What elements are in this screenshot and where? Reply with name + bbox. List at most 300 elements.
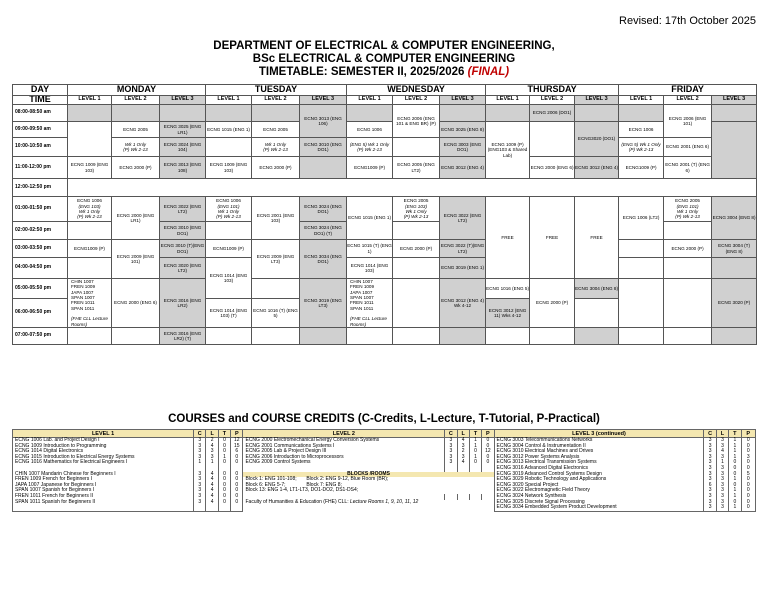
credit-value: 0 [218, 477, 230, 483]
credit-value: 0 [482, 460, 494, 466]
credit-value: 0 [741, 466, 756, 472]
class-cell: ECNG 3020 (ENG LT2) [160, 258, 206, 279]
credit-value: 0 [469, 460, 481, 466]
credit-value: 4 [716, 449, 728, 455]
course-name: ECNG 3019 Advanced Control Systems Design [494, 472, 704, 478]
time-slot: 07:00-07:50 pm [13, 328, 68, 345]
credit-value: 3 [445, 438, 457, 444]
class-cell: ECNG 3024 (ENG DO1) [300, 197, 347, 222]
course-name: ECNG 3003 Telecommunications Networks [494, 438, 704, 444]
credit-value: 3 [206, 455, 218, 461]
credit-value: 3 [194, 438, 206, 444]
credit-value: 6 [704, 483, 716, 489]
class-cell [68, 279, 112, 328]
empty-cell [68, 328, 112, 345]
credit-value: 3 [716, 500, 728, 506]
credit-value: 0 [741, 488, 756, 494]
course-name: FREN 1011 French for Beginners II [13, 494, 194, 500]
course-name: ECNG 3029 Robotic Technology and Applications [494, 477, 704, 483]
day-thursday: THURSDAY [486, 85, 619, 96]
credit-value: 3 [741, 455, 756, 461]
credit-value: 0 [231, 472, 243, 478]
title-line-3-text: TIMETABLE: SEMESTER II, 2025/2026 [258, 66, 468, 78]
class-cell: ECNG 1014 (ENG 103) [206, 258, 252, 299]
time-slot: 02:00-02:50 pm [13, 222, 68, 240]
empty-cell [712, 105, 757, 122]
credit-value: 0 [231, 488, 243, 494]
class-cell: ECNG 1014 (ENG 103) (T) [206, 299, 252, 328]
time-label: TIME [13, 96, 68, 105]
credit-value: 1 [716, 460, 728, 466]
course-code: SPAN 1007 [350, 295, 374, 301]
class-cell [206, 197, 252, 222]
credit-value: 0 [741, 460, 756, 466]
class-cell: ECNG 3019 (ENG 1) [440, 258, 486, 279]
time-slot: 11:00-12:00 pm [13, 157, 68, 179]
credit-value: 0 [741, 449, 756, 455]
class-cell: ECNG 2000 (P) [112, 157, 160, 179]
class-cell: ECNG 3022 (T)(ENG LT2) [440, 240, 486, 258]
level-header: LEVEL 2 [530, 96, 575, 105]
block-rooms: Block 13: ENG 1-4, LT1-LT3, DO1-DO2, DS1-DS4; [243, 488, 494, 494]
empty-cell [160, 105, 206, 122]
title-line-1: DEPARTMENT OF ELECTRICAL & COMPUTER ENGINEERING, [213, 40, 555, 52]
note: Wk 1 Only [676, 209, 699, 214]
course-name: ECNG 3012 Power Systems Analysis [494, 455, 704, 461]
empty-cell [712, 328, 757, 345]
class-cell [664, 197, 712, 222]
empty-cell [486, 328, 530, 345]
class-cell: ECNG 2000 (P) [530, 279, 575, 328]
title-line-2: BSc ELECTRICAL & COMPUTER ENGINEERING [252, 53, 516, 65]
empty-cell [231, 505, 243, 511]
credit-value: 4 [206, 477, 218, 483]
empty-cell [619, 240, 664, 258]
fhe-note-rooms: Lecture Rooms 1, 9, 10, 11, 12 [349, 498, 419, 505]
credit-value: 0 [729, 483, 741, 489]
level-header: LEVEL 2 [664, 96, 712, 105]
fhe-note-label: Faculty of Humanities & Education (FHE) CLL: [245, 498, 350, 505]
empty-cell [530, 122, 575, 157]
class-cell: ECNG 3004 (ENG 8) [712, 197, 757, 240]
credit-value: 0 [482, 444, 494, 450]
credit-value: 0 [231, 455, 243, 461]
class-cell: ECNG3020 (DO1) [575, 122, 619, 157]
class-cell: ECNG 2006 (DO1) [530, 105, 575, 122]
level-header: LEVEL 1 [619, 96, 664, 105]
empty-cell [619, 328, 664, 345]
class-cell: ECNG 3004 (ENG 8) [575, 279, 619, 299]
credit-value: 4 [206, 483, 218, 489]
class-cell: ECNG 3012 (ENG 11) Wks 4-12 [486, 299, 530, 328]
class-cell [347, 279, 393, 328]
free-cell: FREE [486, 197, 530, 279]
class-cell: ECNG 1016 (T) (ENG 5) [252, 299, 300, 328]
course-code: CHIN 1007 [350, 279, 373, 285]
class-cell [347, 138, 393, 157]
credit-value: 3 [704, 488, 716, 494]
credit-value: 3 [704, 444, 716, 450]
col-l: L [206, 430, 218, 438]
empty-cell [486, 105, 530, 122]
credit-value: 1 [194, 460, 206, 466]
class-cell: ECNG 2005 [112, 122, 160, 138]
time-slot: 05:00-05:50 pm [13, 279, 68, 299]
block-rooms: Block 6: ENG 5-7; Block 7: ENG 8; [243, 483, 494, 489]
credit-value: 3 [716, 444, 728, 450]
col-p: P [741, 430, 756, 438]
class-cell: ECNG 2009 (ENG 101) [112, 240, 160, 279]
note: Wk 1 Only [264, 141, 287, 147]
page-title [0, 40, 768, 79]
note: (ENG 101) [676, 203, 699, 209]
class-cell: ECNG 1009 (ENG 103) [68, 157, 112, 179]
credit-value: 3 [704, 477, 716, 483]
credit-value: 0 [482, 438, 494, 444]
credit-value: 0 [729, 472, 741, 478]
credit-value: 0 [729, 500, 741, 506]
credit-value: 1 [469, 455, 481, 461]
credit-value: 0 [741, 438, 756, 444]
class-cell: ECNG 2001 (ENG 6) [664, 138, 712, 157]
class-cell: ECNG 3016 (ENG LR2) (T) [160, 328, 206, 345]
col-l: L [716, 430, 728, 438]
level-header: LEVEL 3 [712, 96, 757, 105]
empty-cell [252, 105, 300, 122]
time-slot: 04:00-04:50 pm [13, 258, 68, 279]
course-name: ECNG 3024 Network Synthesis [494, 494, 704, 500]
class-cell: ECNG 2000 (P) [664, 240, 712, 258]
course-name: ECNG 2005 Lab & Project Design III [243, 449, 445, 455]
credit-value: 0 [741, 500, 756, 506]
col-t: T [469, 430, 481, 438]
empty-cell [393, 279, 440, 328]
level-header: LEVEL 1 [68, 96, 112, 105]
class-cell: ECNG 3022 (ENG LT2) [160, 197, 206, 222]
col-t: T [218, 430, 230, 438]
class-cell: ECNG 1015 (ENG 1) [347, 197, 393, 240]
credit-value: 3 [206, 449, 218, 455]
credit-value: 3 [194, 472, 206, 478]
credit-value: 3 [716, 438, 728, 444]
credit-value: 0 [218, 483, 230, 489]
empty-cell [619, 279, 664, 328]
class-cell: ECNG 1014 (ENG 103) [347, 258, 393, 279]
class-cell: ECNG 1006 [347, 122, 393, 138]
credit-value: 3 [704, 438, 716, 444]
course-name: ECNG 3020 Special Project [494, 483, 704, 489]
class-cell: ECNG 2009 (ENG LT3) [252, 240, 300, 279]
empty-cell [206, 222, 252, 240]
credit-value: 4 [206, 488, 218, 494]
empty-cell [575, 328, 619, 345]
class-cell: ECNG 3003 (ENG DO1) [440, 138, 486, 157]
course-name: ECNG 1009 Introduction to Programming [13, 444, 194, 450]
col-l: L [457, 430, 469, 438]
class-cell: ECNG 3024 (ENG 104) [160, 138, 206, 157]
credit-value: 3 [716, 455, 728, 461]
credit-value: 0 [231, 460, 243, 466]
course-name: JAPA 1007 Japanese for Beginners I [13, 483, 194, 489]
class-cell: ECNG 3019 (ENG LT3) [300, 279, 347, 328]
empty-cell [206, 138, 252, 157]
credit-value: 15 [231, 444, 243, 450]
credit-value: 0 [231, 494, 243, 500]
credit-value: 0 [729, 466, 741, 472]
empty-cell [206, 328, 252, 345]
class-cell: ECNG 1009 (P) (ENG103 & Shared Lab) [486, 122, 530, 179]
fhe-note [243, 500, 494, 512]
course-code: ECNG 1006 [77, 198, 102, 204]
empty-cell [393, 328, 440, 345]
class-cell: ECNG 3010 (ENG DO1) [160, 222, 206, 240]
note: (FHE CLL Lecture Rooms) [71, 316, 108, 327]
credit-value: 0 [482, 455, 494, 461]
note: (P) Wk 2-13 [357, 147, 382, 152]
credit-value: 0 [231, 477, 243, 483]
class-cell: ECNG 3024 (ENG DO1) (T) [300, 222, 347, 240]
level-header: LEVEL 1 [347, 96, 393, 105]
class-cell: ECNG 3012 (ENG 4) [575, 157, 619, 179]
credit-value: 1 [729, 455, 741, 461]
empty-cell [252, 328, 300, 345]
note: Wk 1 Only [124, 141, 147, 147]
credit-value: 0 [741, 483, 756, 489]
credit-value: 3 [457, 455, 469, 461]
block-rooms: Block 1: ENG 101-108; Block 2: ENG 9-12, Blue Room (BR); [243, 477, 494, 483]
note: Wk 1 Only [78, 209, 101, 214]
credit-value: 0 [741, 505, 756, 511]
class-cell: ECNG 1015 (ENG 1) [206, 122, 252, 138]
credit-value: 1 [469, 444, 481, 450]
time-slot: 08:00-08:50 am [13, 105, 68, 122]
empty-cell [712, 122, 757, 179]
credit-value: 3 [194, 455, 206, 461]
credit-value: 3 [716, 477, 728, 483]
empty-cell [218, 505, 230, 511]
class-cell: ECNG 1006 [619, 122, 664, 138]
class-cell [393, 197, 440, 222]
course-name: ECNG 3010 Electrical Machines and Drives [494, 449, 704, 455]
credit-value: 3 [457, 444, 469, 450]
credit-value: 0 [218, 472, 230, 478]
course-code: ECNG 2005 [675, 198, 700, 204]
level-header: LEVEL 2 [112, 96, 160, 105]
courses-table [12, 429, 756, 512]
credit-value: 1 [729, 444, 741, 450]
credit-value: 0 [218, 460, 230, 466]
note: (ENG 103) [78, 203, 101, 209]
course-name: ECNG 2000 Electromechanical Energy Conversion Systems [243, 438, 445, 444]
free-cell: FREE [530, 197, 575, 279]
time-slot: 03:00-03:50 pm [13, 240, 68, 258]
course-name: FREN 1009 French for Beginners I [13, 477, 194, 483]
credit-value: 1 [729, 505, 741, 511]
credit-value: 3 [194, 477, 206, 483]
note: (ENG 103) [405, 203, 428, 209]
class-cell: ECNG 3016 (ENG LR2) [160, 279, 206, 328]
credit-value: 1 [729, 477, 741, 483]
level-header: LEVEL 2 [252, 96, 300, 105]
empty-cell [393, 258, 440, 279]
class-cell: ECNG 3004 (T) (ENG 8) [712, 240, 757, 258]
credit-value: 3 [704, 505, 716, 511]
title-line-3 [0, 66, 768, 79]
day-label: DAY [13, 85, 68, 96]
class-cell: ECNG1009 (P) [68, 240, 112, 258]
empty-cell [13, 505, 194, 511]
credit-value: 3 [704, 494, 716, 500]
note: (ENG 101) [217, 203, 240, 209]
empty-cell [347, 328, 393, 345]
credit-value: 3 [704, 449, 716, 455]
course-name: ECNG 1014 Digital Electronics [13, 449, 194, 455]
course-name: ECNG 2001 Communications Systems I [243, 444, 445, 450]
level-header: LEVEL 1 [206, 96, 252, 105]
class-cell: ECNG 2006 (ENG 101 & ENG BR) (P) [393, 105, 440, 138]
class-cell: ECNG 1016 (ENG 5) [486, 279, 530, 299]
credit-value: 0 [741, 494, 756, 500]
course-name: ECNG 2006 Introduction to Microprocessors [243, 455, 445, 461]
course-name: ECNG 3016 Advanced Digital Electronics [494, 466, 704, 472]
level-header: LEVEL 3 [440, 96, 486, 105]
credit-value: 1 [729, 438, 741, 444]
credit-value: 4 [206, 494, 218, 500]
course-name: ECNG 1015 Introduction to Electrical Energy Systems [13, 455, 194, 461]
empty-cell [664, 258, 712, 279]
credit-value: 3 [704, 460, 716, 466]
level1-header: LEVEL 1 [13, 430, 194, 438]
revised-date: Revised: 17th October 2025 [619, 15, 756, 27]
col-t: T [729, 430, 741, 438]
credit-value: 3 [194, 488, 206, 494]
col-c: C [704, 430, 716, 438]
credit-value: 3 [194, 483, 206, 489]
credit-value: 3 [716, 483, 728, 489]
level-header: LEVEL 3 [575, 96, 619, 105]
empty-cell [300, 157, 347, 179]
course-name: ECNG 3025 Discrete Signal Processing [494, 500, 704, 506]
empty-cell [619, 105, 664, 122]
time-slot: 09:00-09:50 am [13, 122, 68, 138]
note: (P) Wk 2-13 [628, 147, 654, 152]
credit-value: 3 [194, 444, 206, 450]
class-cell: ECNG 2005 [252, 122, 300, 138]
level2-header: LEVEL 2 [243, 430, 445, 438]
course-name: ECNG 3013 Electrical Transmission Systems [494, 460, 704, 466]
course-code: JAPA 1007 [71, 289, 94, 295]
class-cell: ECNG 3022 (ENG LT2) [440, 197, 486, 240]
credit-value: 4 [206, 500, 218, 506]
class-cell: ECNG 1015 (T) (ENG 1) [347, 240, 393, 258]
class-cell [112, 138, 160, 157]
credit-value: 3 [445, 460, 457, 466]
note: (P) Wk 2-13 [263, 147, 288, 152]
class-cell: ECNG1009 (P) [347, 157, 393, 179]
credit-value: 0 [469, 449, 481, 455]
credit-value: 5 [741, 472, 756, 478]
credit-value: 3 [445, 444, 457, 450]
class-cell: ECNG 3020 (P) [712, 279, 757, 328]
course-name: ECNG 1016 Mathematics for Electrical Engineers I [13, 460, 194, 466]
empty-cell [68, 105, 112, 122]
credit-value: 3 [704, 455, 716, 461]
credit-value: 0 [741, 477, 756, 483]
level-header: LEVEL 2 [393, 96, 440, 105]
blocks-title: BLOCKS /ROOMS [243, 472, 494, 478]
class-cell: ECNG 2000 (ENG 6) [530, 157, 575, 179]
empty-cell [664, 328, 712, 345]
credit-value: 0 [231, 500, 243, 506]
note: (P) Wk 2-13 [675, 214, 700, 220]
class-cell: ECNG 3013 (ENG 108) [160, 157, 206, 179]
credit-value: 0 [218, 500, 230, 506]
class-cell: ECNG 3012 (ENG 4) [440, 157, 486, 179]
level-header: LEVEL 1 [486, 96, 530, 105]
col-c: C [194, 430, 206, 438]
class-cell: ECNG 1009 (ENG 103) [206, 157, 252, 179]
level-header: LEVEL 3 [160, 96, 206, 105]
empty-cell [112, 105, 160, 122]
time-slot: 06:00-06:50 pm [13, 299, 68, 328]
empty-cell [347, 105, 393, 122]
empty-cell [530, 328, 575, 345]
credit-value: 1 [218, 455, 230, 461]
credit-value: 0 [218, 494, 230, 500]
credit-value: 3 [716, 472, 728, 478]
credit-value: 3 [716, 466, 728, 472]
empty-cell [206, 105, 252, 122]
course-name: ECNG 2009 Control Systems [243, 460, 445, 466]
empty-cell [575, 105, 619, 122]
empty-cell [664, 279, 712, 328]
course-code: FREN 1009 [71, 284, 96, 290]
note: Wk 1 Only [405, 209, 427, 214]
empty-cell [440, 105, 486, 122]
credit-value: 3 [445, 455, 457, 461]
empty-cell [393, 222, 440, 240]
empty-cell [252, 279, 300, 299]
credit-value: 3 [445, 449, 457, 455]
course-code: JAPA 1007 [350, 289, 373, 295]
class-cell: ECNG1009 (P) [206, 240, 252, 258]
credit-value: 1 [729, 449, 741, 455]
course-name: CHIN 1007 Mandarin Chinese for Beginners I [13, 472, 194, 478]
credit-value: 2 [206, 438, 218, 444]
note: (P) Wk 2-13 [216, 214, 241, 220]
class-cell: ECNG 2000 (P) [252, 157, 300, 179]
course-code: SPAN 1011 [350, 305, 374, 311]
credit-value: 12 [231, 438, 243, 444]
class-cell: ECNG 3025 (ENG LR1) [160, 122, 206, 138]
class-cell: ECNG 2000 (ENG LR1) [112, 197, 160, 240]
day-wednesday: WEDNESDAY [347, 85, 486, 96]
col-p: P [231, 430, 243, 438]
class-cell [619, 138, 664, 157]
credit-value: 3 [704, 472, 716, 478]
credit-value: 3 [194, 449, 206, 455]
credit-value: 3 [704, 500, 716, 506]
course-code: SPAN 1011 [71, 305, 95, 311]
empty-cell [194, 505, 206, 511]
empty-cell [664, 222, 712, 240]
credit-value: 0 [231, 483, 243, 489]
credit-value: 3 [194, 494, 206, 500]
day-friday: FRIDAY [619, 85, 757, 96]
class-cell [68, 197, 112, 222]
credit-value: 0 [218, 444, 230, 450]
course-name: SPAN 1007 Spanish for Beginners I [13, 488, 194, 494]
